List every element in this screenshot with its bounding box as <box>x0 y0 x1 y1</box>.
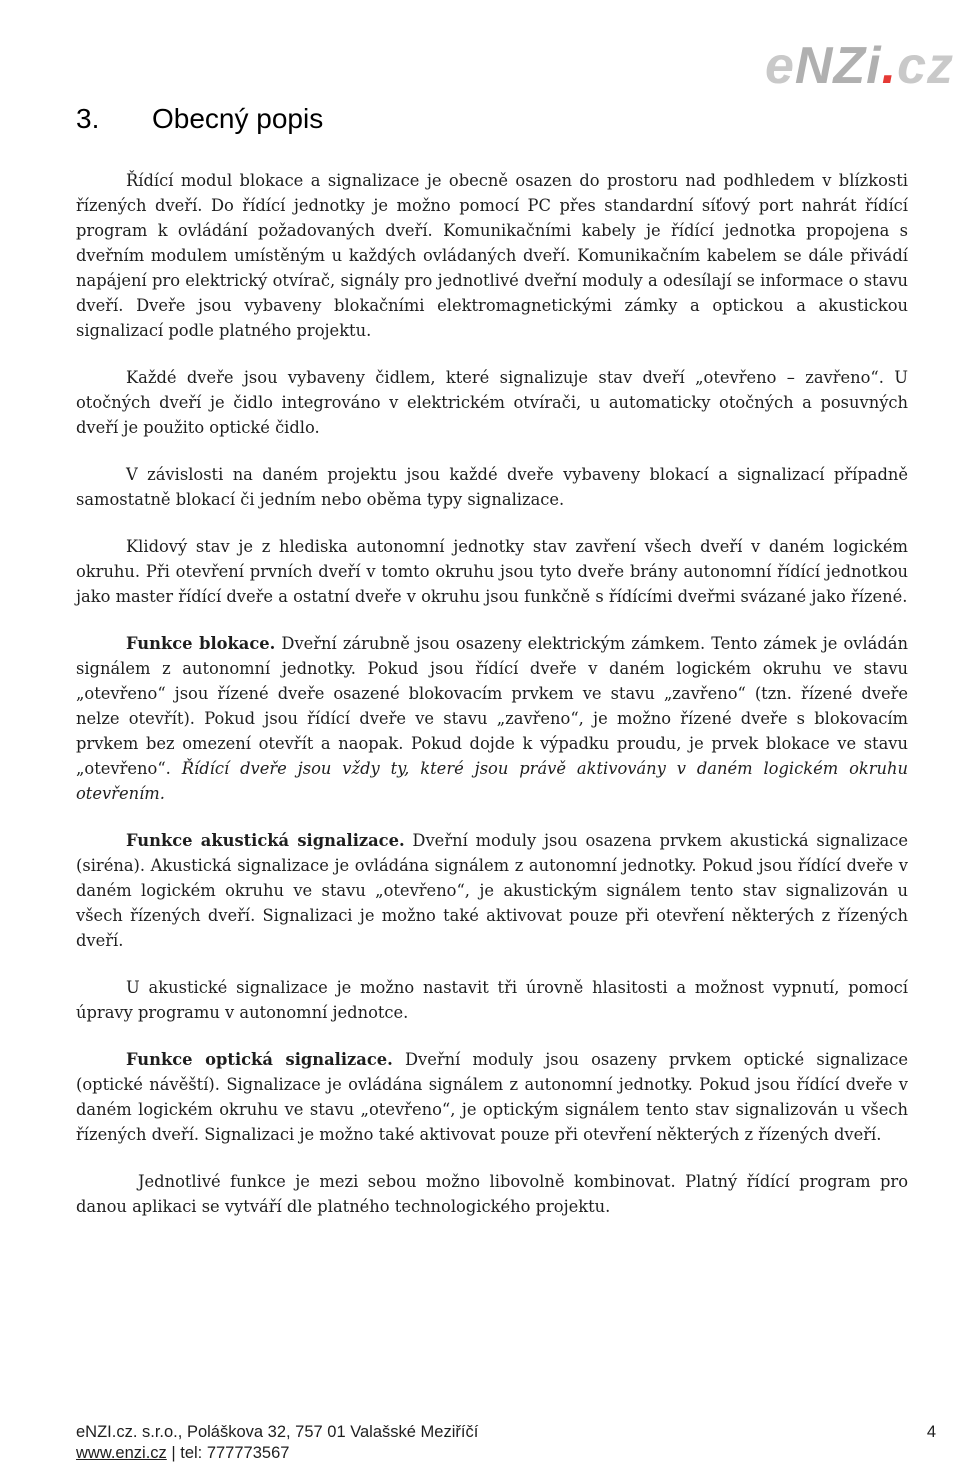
blocking-function-title: Funkce blokace. <box>126 634 276 653</box>
footer-line-address <box>76 1423 936 1442</box>
paragraph-combination: Jednotlivé funkce je mezi sebou možno libovolně kombinovat. Platný řídící program pro danou aplikaci se vytváří dle platného technologického projektu. <box>76 1172 908 1216</box>
document-body <box>76 168 908 1241</box>
logo-part-nzi: NZi <box>794 37 882 95</box>
optical-function-text: Dveřní moduly jsou osazeny prvkem optické signalizace (optické návěští). Signalizace je ovládána signálem z autonomní jednotky. Pokud jsou řídící dveře v daném logickém okruhu ve stavu „otevřeno“, je optickým signálem tento stav signalizován u všech řízených dveří. Signalizaci je možno také aktivovat pouze při otevření některých z řízených dveří. <box>76 1050 908 1144</box>
footer-phone: | tel: 777773567 <box>166 1444 290 1462</box>
paragraph-sensors: Každé dveře jsou vybaveny čidlem, které signalizuje stav dveří „otevřeno – zavřeno“. U otočných dveří je čidlo integrováno v elektrickém otvírači, u automaticky otočných a posuvných dveří je použito optické čidlo. <box>76 368 908 437</box>
acoustic-function-text: Dveřní moduly jsou osazena prvkem akustická signalizace (siréna). Akustická signalizace je ovládána signálem z autonomní jednotky. Pokud jsou řídící dveře v daném logickém okruhu ve stavu „otevřeno“, je akustickým signálem tento stav signalizován u všech řízených dveří. Signalizaci je možno také aktivovat pouze při otevření některých z řízených dveří. <box>76 831 908 950</box>
optical-function-title: Funkce optická signalizace. <box>126 1050 393 1069</box>
footer-company-address: eNZI.cz. s.r.o., Poláškova 32, 757 01 Valašské Meziříčí <box>76 1423 479 1441</box>
paragraph-blocking-function <box>76 631 908 806</box>
section-number: 3. <box>76 103 100 134</box>
footer-line-contact <box>76 1444 936 1463</box>
logo-part-dot: . <box>881 37 898 95</box>
section-heading <box>76 102 323 136</box>
paragraph-optical-function <box>76 1047 908 1147</box>
paragraph-idle-state: Klidový stav je z hlediska autonomní jednotky stav zavření všech dveří v daném logickém okruhu. Při otevření prvních dveří v tomto okruhu jsou tyto dveře brány autonomní řídící jednotkou jako master řídící dveře a ostatní dveře v okruhu jsou funkčně s řídícími dveřmi svázané jako řízené. <box>76 537 908 606</box>
section-title: Obecný popis <box>152 103 324 134</box>
paragraph-volume-levels: U akustické signalizace je možno nastavit tři úrovně hlasitosti a možnost vypnutí, pomocí úpravy programu v autonomní jednotce. <box>76 978 908 1022</box>
paragraph-project-variants: V závislosti na daném projektu jsou každé dveře vybaveny blokací a signalizací případně samostatně blokací či jedním nebo oběma typy signalizace. <box>76 465 908 509</box>
paragraph-general: Řídící modul blokace a signalizace je obecně osazen do prostoru nad podhledem v blízkosti řízených dveří. Do řídící jednotky je možno pomocí PC přes standardní síťový port nahrát řídící program k ovládání požadovaných dveří. Komunikačními kabely je řídící jednotka propojena s dveřním modulem umístěným u každých ovládaných dveří. Komunikačním kabelem se dále přivádí napájení pro elektrický otvírač, signály pro jednotlivé dveřní moduly a odesílají se informace o stavu dveří. Dveře jsou vybaveny blokačními elektromagnetickými zámky a optickou a akustickou signalizací podle platného projektu. <box>76 171 908 340</box>
acoustic-function-title: Funkce akustická signalizace. <box>126 831 405 850</box>
blocking-function-note: Řídící dveře jsou vždy ty, které jsou právě aktivovány v daném logickém okruhu otevřením. <box>76 759 909 803</box>
paragraph-acoustic-function <box>76 828 908 953</box>
website-link[interactable]: www.enzi.cz <box>76 1444 167 1462</box>
page-number: 4 <box>926 1423 936 1441</box>
logo-part-cz: cz <box>897 37 954 95</box>
company-logo <box>764 37 954 95</box>
blocking-function-text: Dveřní zárubně jsou osazeny elektrickým zámkem. Tento zámek je ovládán signálem z autonomní jednotky. Pokud jsou řídící dveře v daném logickém okruhu ve stavu „otevřeno“ jsou řízené dveře osazené blokovacím prvkem ve stavu „zavřeno“ (tzn. řízené dveře nelze otevřít). Pokud jsou řídící dveře ve stavu „zavřeno“, je možno řízené dveře s blokovacím prvkem bez omezení otevřít a naopak. Pokud dojde k výpadku proudu, je prvek blokace ve stavu „otevřeno“. <box>76 634 908 778</box>
logo-part-e: e <box>764 37 795 95</box>
